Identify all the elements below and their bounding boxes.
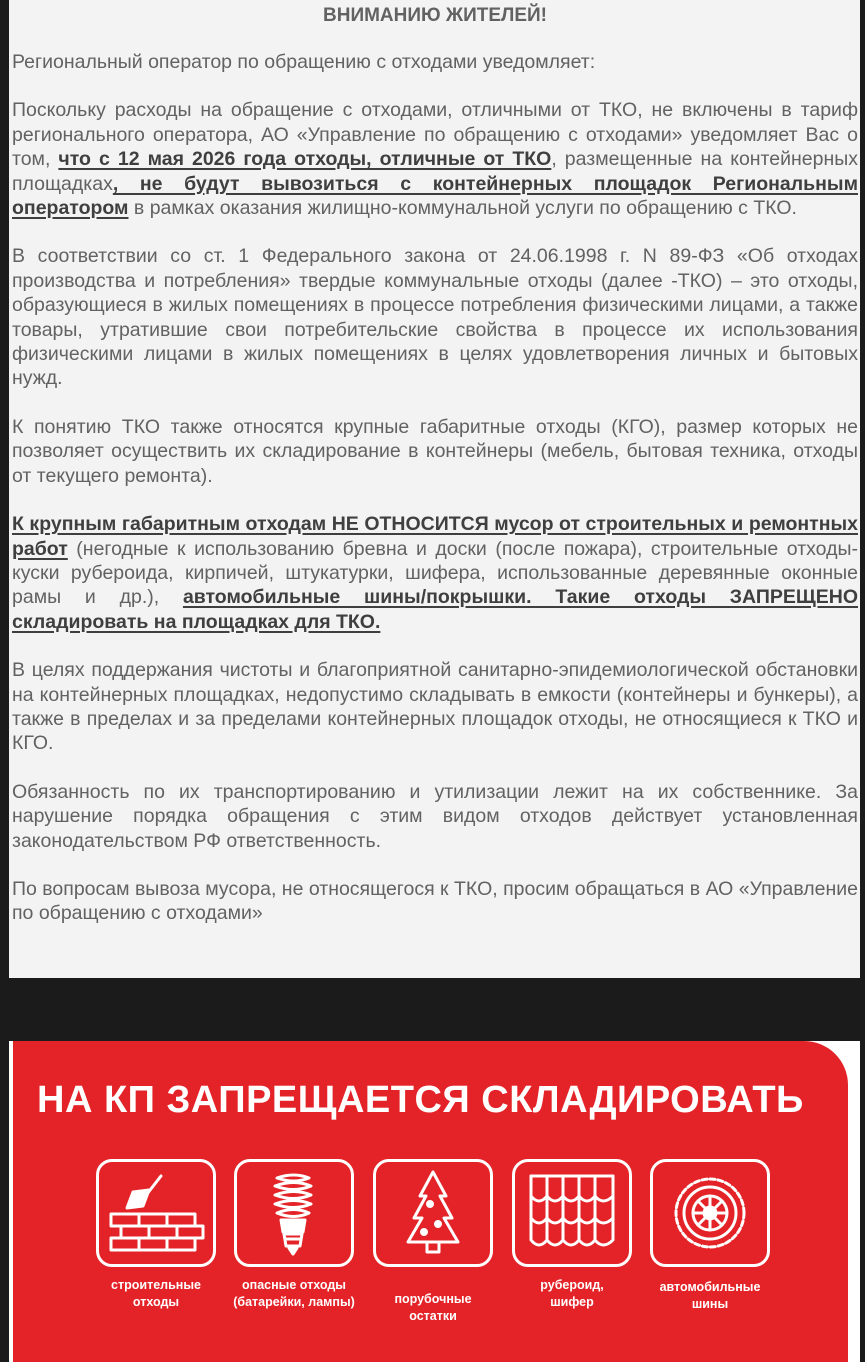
- caption-line-1: опасные отходы: [242, 1278, 346, 1292]
- caption-line-2: (батарейки, лампы): [233, 1295, 355, 1309]
- poster-banner: [13, 1041, 848, 1362]
- caption-car-tires: [640, 1279, 780, 1313]
- notice-paragraph-2: В соответствии со ст. 1 Федерального закона от 24.06.1998 г. N 89-ФЗ «Об отходах производства и потребления» твердые коммунальные отходы (далее -ТКО) – это отходы, образующиеся в жилых помещениях в процессе потребления физическими лицами, а также товары, утратившие свои потребительские свойства в процессе их использования физическими лицами в жилых помещениях в целях удовлетворения личных и бытовых нужд.: [12, 245, 858, 390]
- prohibition-poster: [9, 1041, 860, 1362]
- roof-tiles-icon: [512, 1159, 632, 1267]
- caption-line-1: автомобильные: [659, 1280, 761, 1294]
- energy-saving-bulb-icon: [234, 1159, 354, 1267]
- p1-text-e: в рамках оказания жилищно-коммунальной услуги по обращению с ТКО.: [128, 197, 797, 220]
- p1-text-c: , размещенные на контейнерных площадках: [12, 148, 858, 195]
- caption-hazardous-waste: [224, 1277, 364, 1311]
- p4-text-b: (негодные к использованию бревна и доски (после пожара), строительные отходы-куски рубероида, кирпичей, штукатурки, шифера, использованные деревянные оконные рамы и др.),: [12, 537, 858, 609]
- caption-line-1: строительные: [111, 1278, 201, 1292]
- notice-paragraph-3: К понятию ТКО также относятся крупные габаритные отходы (КГО), размер которых не позволяет осуществить их складирование в контейнеры (мебель, бытовая техника, отходы от текущего ремонта).: [12, 415, 858, 487]
- brick-wall-trowel-icon: [96, 1159, 216, 1267]
- p1-date-highlight: что с 12 мая 2026 года отходы, отличные от ТКО: [58, 148, 552, 171]
- car-tire-icon: [650, 1159, 770, 1267]
- caption-line-2: остатки: [409, 1309, 457, 1323]
- notice-paragraph-6: Обязанность по их транспортированию и утилизации лежит на их собственнике. За нарушение порядка обращения с этим видом отходов действует установленная законодательством РФ ответственность.: [12, 780, 858, 852]
- caption-line-2: шифер: [550, 1295, 594, 1309]
- notice-title: ВНИМАНИЮ ЖИТЕЛЕЙ!: [323, 5, 547, 26]
- notice-paragraph-5: В целях поддержания чистоты и благоприятной санитарно-эпидемиологической обстановки на контейнерных площадках, недопустимо складывать в емкости (контейнеры и бункеры), а также в пределах и за пределами контейнерных площадок отходы, не относящиеся к ТКО и КГО.: [12, 659, 858, 755]
- notice-intro: Региональный оператор по обращению с отходами уведомляет:: [12, 51, 596, 73]
- notice-paragraph-1: [12, 98, 858, 220]
- p4-exclusion-highlight: К крупным габаритным отходам НЕ ОТНОСИТСЯ мусор от строительных и ремонтных работ: [12, 513, 858, 560]
- poster-title: НА КП ЗАПРЕЩАЕТСЯ СКЛАДИРОВАТЬ: [37, 1079, 804, 1121]
- caption-line-1: рубероид,: [540, 1278, 604, 1292]
- caption-cutting-residues: [363, 1291, 503, 1325]
- p1-text-a: Поскольку расходы на обращение с отходами, отличными от ТКО, не включены в тариф регионального оператора, АО «Управление по обращению с отходами» уведомляет Вас о том,: [12, 99, 858, 171]
- christmas-tree-icon: [373, 1159, 493, 1267]
- caption-roofing-slate: [502, 1277, 642, 1311]
- p1-removal-highlight: , не будут вывозиться с контейнерных площадок Региональным оператором: [12, 172, 858, 220]
- caption-line-2: шины: [691, 1297, 729, 1311]
- caption-construction-waste: [86, 1277, 226, 1311]
- caption-line-1: порубочные: [394, 1292, 472, 1306]
- p4-tires-highlight: автомобильные шины/покрышки. Такие отходы ЗАПРЕЩЕНО складировать на площадках для ТКО.: [12, 586, 858, 633]
- notice-paragraph-7: По вопросам вывоза мусора, не относящегося к ТКО, просим обращаться в АО «Управление по обращению с отходами»: [12, 877, 858, 925]
- notice-document: [9, 0, 860, 978]
- caption-line-2: отходы: [132, 1295, 180, 1309]
- notice-paragraph-4: [12, 512, 858, 634]
